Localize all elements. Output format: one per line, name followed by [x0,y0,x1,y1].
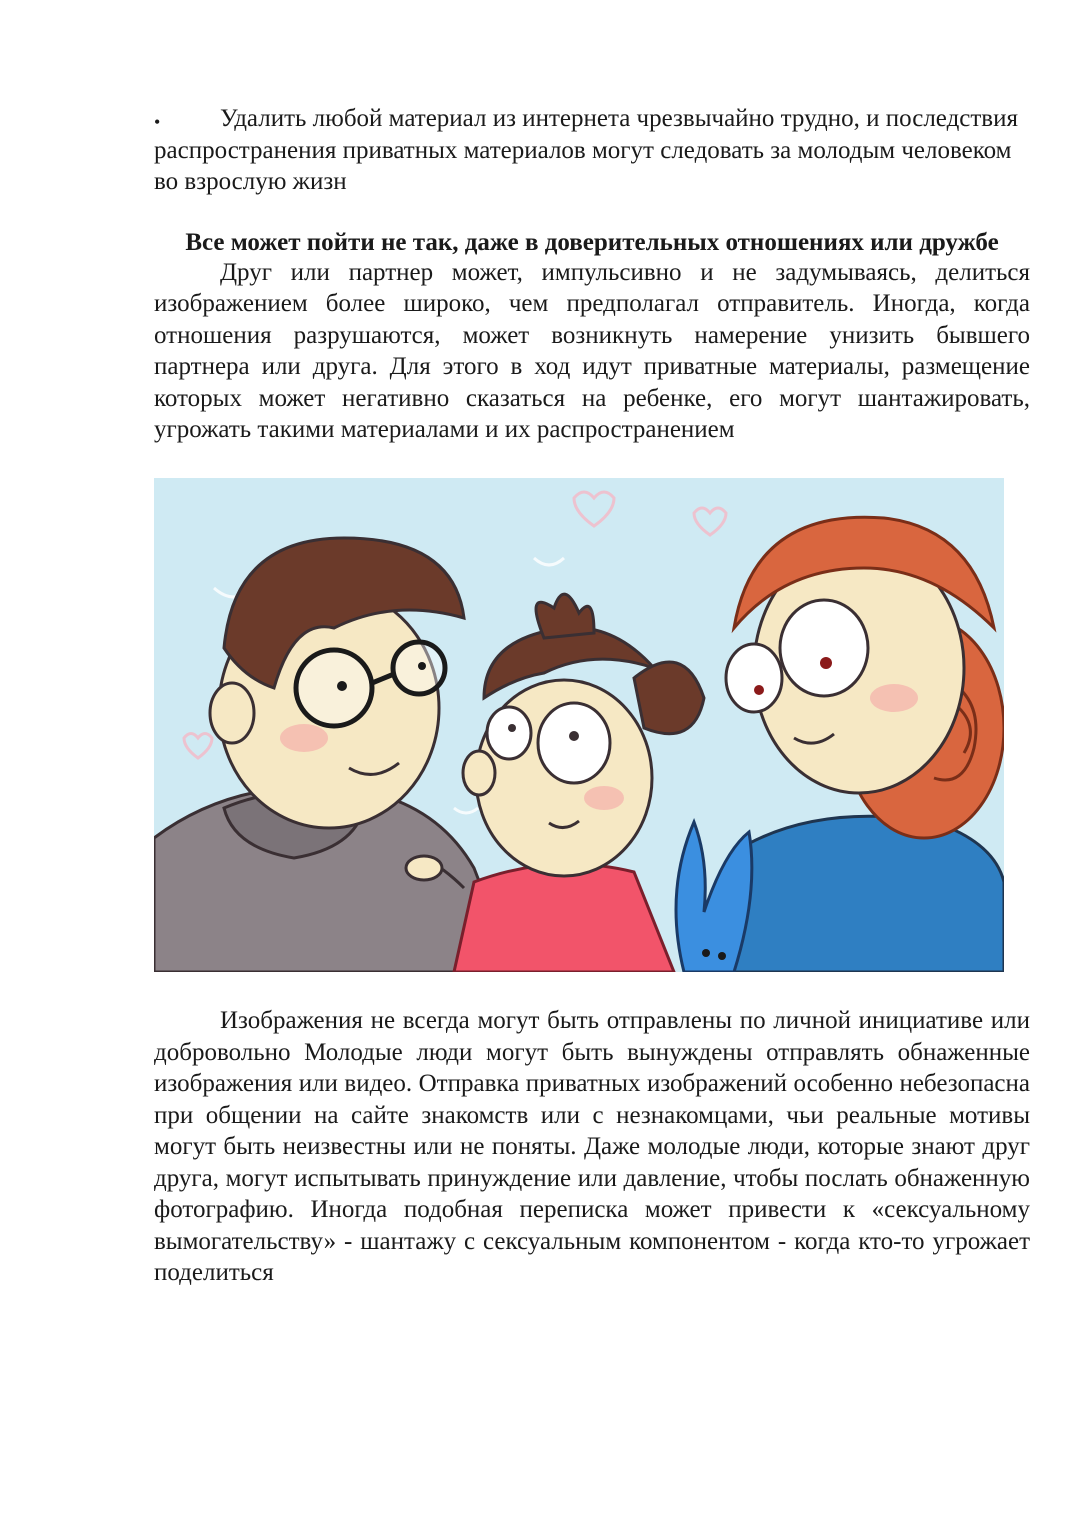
paragraph-2: Изображения не всегда могут быть отправлены по личной инициативе или добровольно Молодые люди могут быть вынуждены отправлять обнаженные изображения или видео. Отправка приватных изображений особенно небезопасна при общении на сайте знакомств или с незнакомцами, чьи реальные мотивы могут быть неизвестны или не поняты. Даже молодые люди, которые знают друг друга, могут испытывать принуждение или давление, чтобы послать обнаженную фотографию. Иногда подобная переписка может привести к «сексуальному вымогательству» - шантажу с сексуальным компонентом - когда кто-то угрожает поделиться [154,1007,1030,1286]
document-body [154,103,1030,446]
bullet-text: Удалить любой материал из интернета чрезвычайно трудно, и последствия распространения приватных материалов могут следовать за молодым человеком во взрослую жизн [154,105,1018,195]
section-heading: Все может пойти не так, даже в доверительных отношениях или дружбе [185,228,999,256]
bullet-marker: • [154,112,161,132]
paragraph-1: Друг или партнер может, импульсивно и не задумываясь, делиться изображением более широко, чем предполагал отправитель. Иногда, когда отношения разрушаются, может возникнуть намерение унизить бывшего партнера или друга. Для этого в ход идут приватные материалы, размещение которых может негативно сказаться на ребенке, его могут шантажировать, угрожать такими материалами и их распространением [154,258,1030,443]
paragraph-2-block [154,1005,1030,1289]
family-illustration-icon [154,478,1004,972]
bullet-item [154,103,1030,198]
